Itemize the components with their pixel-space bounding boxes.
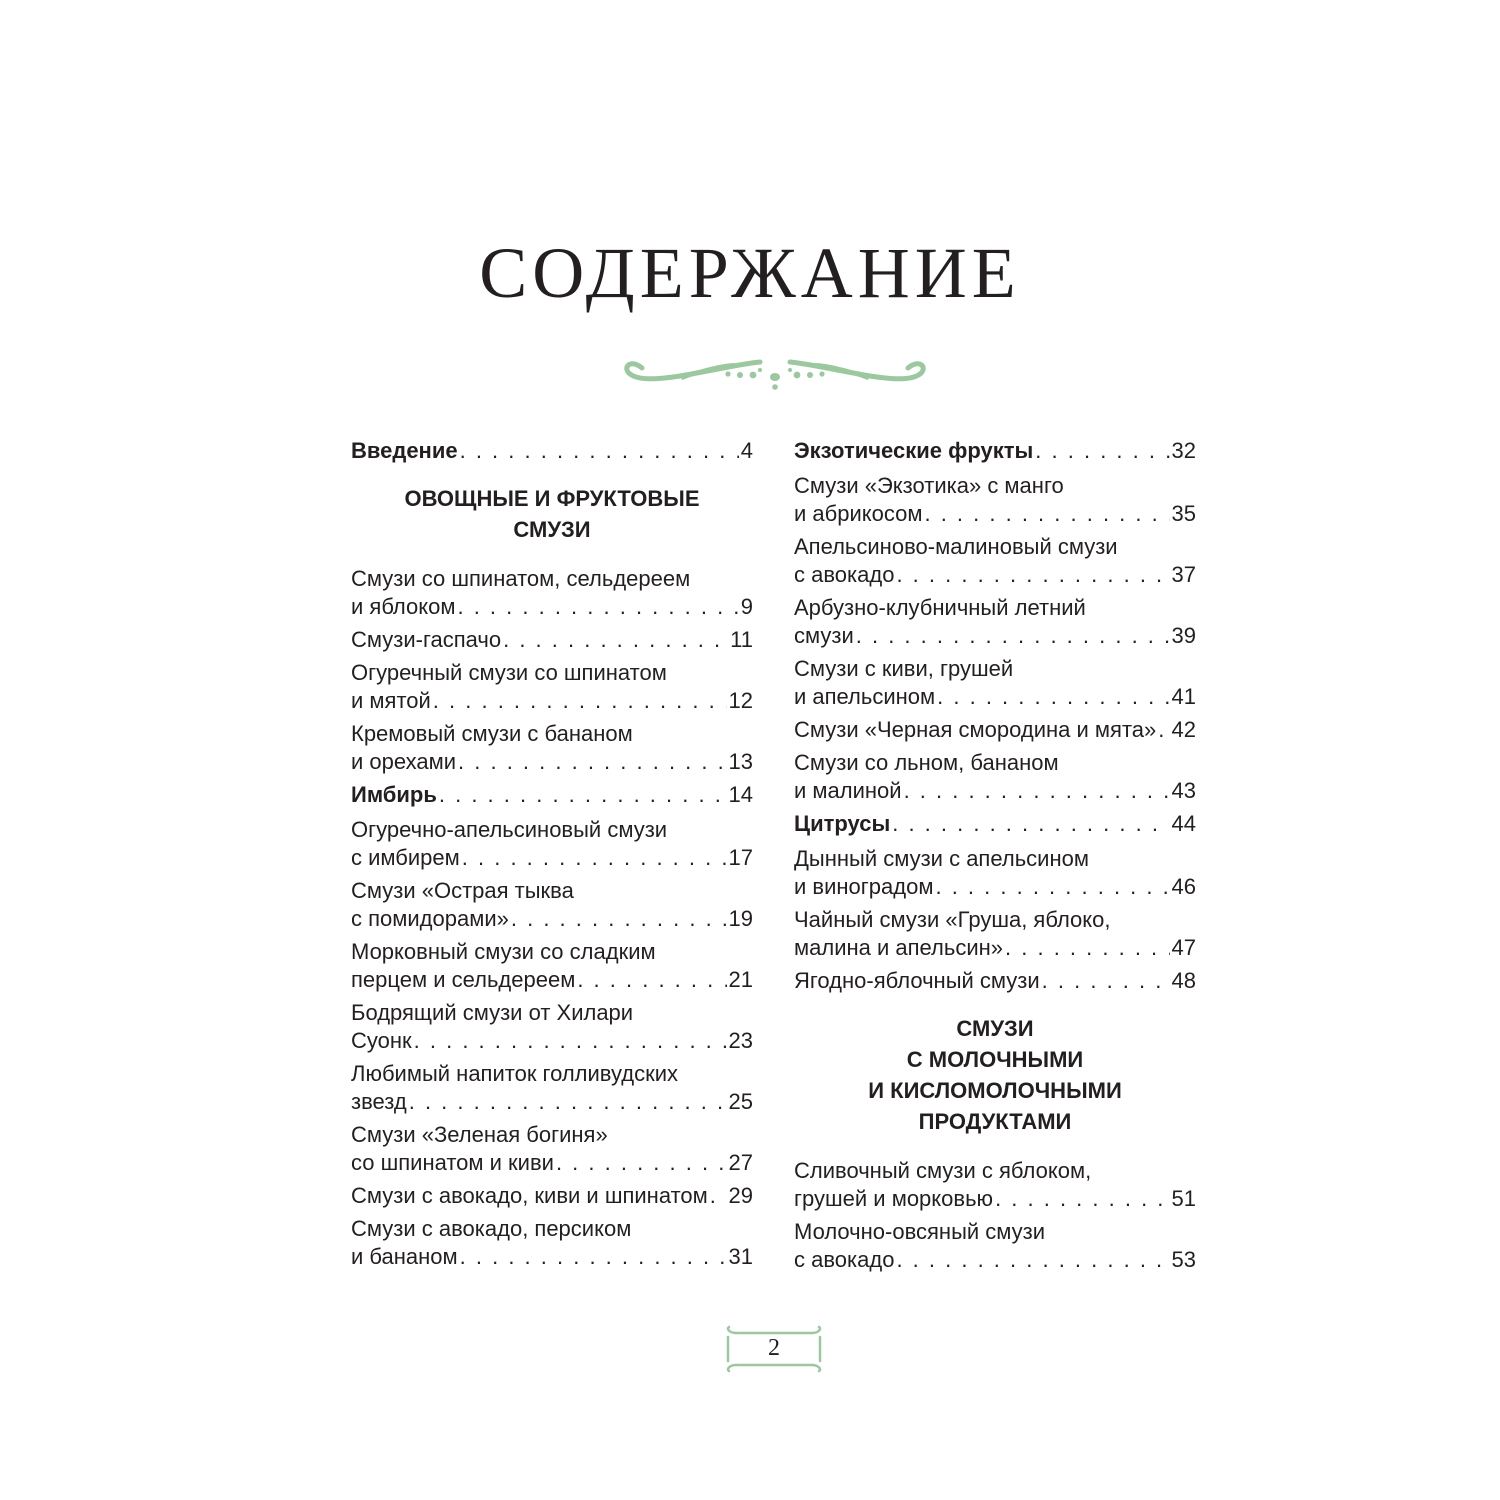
toc-chapter-exotic[interactable] xyxy=(794,437,1196,465)
entry-title: с авокадо xyxy=(794,1247,895,1272)
entry-title: с помидорами» xyxy=(351,906,509,931)
entry-title: грушей и морковью xyxy=(794,1186,994,1211)
dot-leader xyxy=(577,966,726,994)
dot-leader xyxy=(1158,716,1169,744)
toc-entry[interactable] xyxy=(351,659,753,715)
dot-leader xyxy=(433,687,727,715)
entry-title: смузи xyxy=(794,623,854,648)
toc-chapter-intro[interactable] xyxy=(351,437,753,465)
dot-leader xyxy=(458,748,726,776)
dot-leader xyxy=(904,777,1170,805)
entry-title: Имбирь xyxy=(351,782,437,807)
dot-leader xyxy=(937,683,1169,711)
toc-entry[interactable] xyxy=(351,816,753,872)
dot-leader xyxy=(896,561,1169,589)
dot-leader xyxy=(1005,934,1170,962)
toc-entry[interactable] xyxy=(794,655,1196,711)
entry-title-line1: Смузи «Острая тыква xyxy=(351,878,574,903)
entry-title: Ягодно-яблочный смузи xyxy=(794,968,1040,993)
toc-left-column xyxy=(351,437,753,1276)
toc-entry[interactable] xyxy=(794,1157,1196,1213)
entry-title: и яблоком xyxy=(351,594,456,619)
entry-title: перцем и сельдереем xyxy=(351,967,576,992)
toc-entry[interactable] xyxy=(351,999,753,1055)
entry-page: 11 xyxy=(730,627,753,652)
entry-title-line1: Огуречный смузи со шпинатом xyxy=(351,660,667,685)
toc-entry[interactable] xyxy=(351,720,753,776)
entry-title-line1: Молочно-овсяный смузи xyxy=(794,1219,1046,1244)
dot-leader xyxy=(457,593,738,621)
entry-title-line1: Кремовый смузи с бананом xyxy=(351,721,633,746)
entry-title-line1: Сливочный смузи с яблоком, xyxy=(794,1158,1092,1183)
entry-title: и мятой xyxy=(351,688,431,713)
dot-leader xyxy=(460,1243,727,1271)
dot-leader xyxy=(439,781,727,809)
entry-page: 25 xyxy=(728,1089,753,1114)
toc-chapter-ginger[interactable] xyxy=(351,781,753,809)
entry-page: 39 xyxy=(1171,623,1196,648)
entry-title-line1: Морковный смузи со сладким xyxy=(351,939,656,964)
entry-title-line1: Огуречно-апельсиновый смузи xyxy=(351,817,668,842)
entry-title-line1: Дынный смузи с апельсином xyxy=(794,846,1089,871)
toc-entry[interactable] xyxy=(794,716,1196,744)
entry-title: со шпинатом и киви xyxy=(351,1150,554,1175)
entry-page: 53 xyxy=(1171,1247,1196,1272)
entry-page: 35 xyxy=(1171,501,1196,526)
dot-leader xyxy=(462,844,727,872)
entry-title-line1: Смузи «Экзотика» с манго xyxy=(794,473,1064,498)
ornament-divider xyxy=(620,350,930,395)
toc-entry[interactable] xyxy=(351,877,753,933)
page-title: СОДЕРЖАНИЕ xyxy=(479,233,1021,313)
entry-page: 27 xyxy=(728,1150,753,1175)
entry-page: 44 xyxy=(1171,811,1196,836)
toc-entry[interactable] xyxy=(794,533,1196,589)
entry-page: 37 xyxy=(1171,562,1196,587)
entry-title-line1: Бодрящий смузи от Хилари xyxy=(351,1000,634,1025)
entry-title: и абрикосом xyxy=(794,501,923,526)
entry-title: Экзотические фрукты xyxy=(794,438,1034,463)
section-heading-vegetable-fruit: ОВОЩНЫЕ И ФРУКТОВЫЕ СМУЗИ xyxy=(404,486,700,542)
entry-page: 41 xyxy=(1171,684,1196,709)
entry-title: Суонк xyxy=(351,1028,412,1053)
entry-page: 12 xyxy=(728,688,753,713)
entry-page: 48 xyxy=(1171,968,1196,993)
entry-page: 42 xyxy=(1171,717,1196,742)
entry-title-line1: Смузи со льном, бананом xyxy=(794,750,1059,775)
toc-entry[interactable] xyxy=(351,1121,753,1177)
entry-page: 32 xyxy=(1171,438,1196,463)
dot-leader xyxy=(556,1149,727,1177)
entry-title-line1: Смузи «Зеленая богиня» xyxy=(351,1122,608,1147)
dot-leader xyxy=(511,905,727,933)
dot-leader xyxy=(1042,967,1170,995)
toc-entry[interactable] xyxy=(351,1060,753,1116)
entry-title-line1: Арбузно-клубничный летний xyxy=(794,595,1086,620)
toc-entry[interactable] xyxy=(794,967,1196,995)
entry-title-line1: Смузи с авокадо, персиком xyxy=(351,1216,632,1241)
toc-entry[interactable] xyxy=(794,906,1196,962)
entry-page: 9 xyxy=(740,594,753,619)
section-heading-dairy: СМУЗИ С МОЛОЧНЫМИ И КИСЛОМОЛОЧНЫМИ ПРОДУКТАМИ xyxy=(868,1016,1122,1134)
entry-title: и бананом xyxy=(351,1244,458,1269)
entry-title-line1: Смузи с киви, грушей xyxy=(794,656,1014,681)
dot-leader xyxy=(710,1182,727,1210)
entry-page: 19 xyxy=(728,906,753,931)
entry-title: Введение xyxy=(351,438,458,463)
toc-entry[interactable] xyxy=(794,594,1196,650)
entry-title: и апельсином xyxy=(794,684,936,709)
dot-leader xyxy=(892,810,1169,838)
entry-title: звезд xyxy=(351,1089,407,1114)
entry-title: Смузи-гаспачо xyxy=(351,627,502,652)
entry-page: 14 xyxy=(728,782,753,807)
entry-page: 46 xyxy=(1171,874,1196,899)
entry-title-line1: Любимый напиток голливудских xyxy=(351,1061,679,1086)
dot-leader xyxy=(935,873,1169,901)
entry-page: 21 xyxy=(728,967,753,992)
entry-title-line1: Апельсиново-малиновый смузи xyxy=(794,534,1118,559)
dot-leader xyxy=(409,1088,727,1116)
entry-page: 23 xyxy=(728,1028,753,1053)
toc-entry[interactable] xyxy=(794,472,1196,528)
toc-entry[interactable] xyxy=(351,938,753,994)
page-number: 2 xyxy=(768,1335,780,1361)
toc-entry[interactable] xyxy=(351,1182,753,1210)
dot-leader xyxy=(1035,437,1169,465)
dot-leader xyxy=(503,626,728,654)
toc-entry[interactable] xyxy=(794,1218,1196,1274)
entry-title-line1: Чайный смузи «Груша, яблоко, xyxy=(794,907,1111,932)
toc-entry[interactable] xyxy=(351,1215,753,1271)
toc-chapter-citrus[interactable] xyxy=(794,810,1196,838)
toc-right-column xyxy=(794,437,1196,1279)
toc-entry[interactable] xyxy=(351,565,753,621)
entry-page: 47 xyxy=(1171,935,1196,960)
entry-page: 13 xyxy=(728,749,753,774)
entry-title: с авокадо xyxy=(794,562,895,587)
entry-title: малина и апельсин» xyxy=(794,935,1004,960)
dot-leader xyxy=(414,1027,727,1055)
toc-entry[interactable] xyxy=(794,749,1196,805)
dot-leader xyxy=(924,500,1169,528)
entry-title: и орехами xyxy=(351,749,457,774)
dot-leader xyxy=(460,437,739,465)
dot-leader xyxy=(856,622,1170,650)
toc-entry[interactable] xyxy=(351,626,753,654)
entry-title: Смузи с авокадо, киви и шпинатом xyxy=(351,1183,708,1208)
entry-title: Цитрусы xyxy=(794,811,891,836)
entry-page: 17 xyxy=(728,845,753,870)
entry-title: и виноградом xyxy=(794,874,934,899)
entry-page: 29 xyxy=(728,1183,753,1208)
entry-title: Смузи «Черная смородина и мята» xyxy=(794,717,1157,742)
entry-title: и малиной xyxy=(794,778,902,803)
entry-title: с имбирем xyxy=(351,845,460,870)
entry-page: 31 xyxy=(728,1244,753,1269)
entry-page: 43 xyxy=(1171,778,1196,803)
dot-leader xyxy=(995,1185,1169,1213)
toc-entry[interactable] xyxy=(794,845,1196,901)
entry-title-line1: Смузи со шпинатом, сельдереем xyxy=(351,566,691,591)
dot-leader xyxy=(896,1246,1169,1274)
entry-page: 4 xyxy=(740,438,753,463)
entry-page: 51 xyxy=(1171,1186,1196,1211)
